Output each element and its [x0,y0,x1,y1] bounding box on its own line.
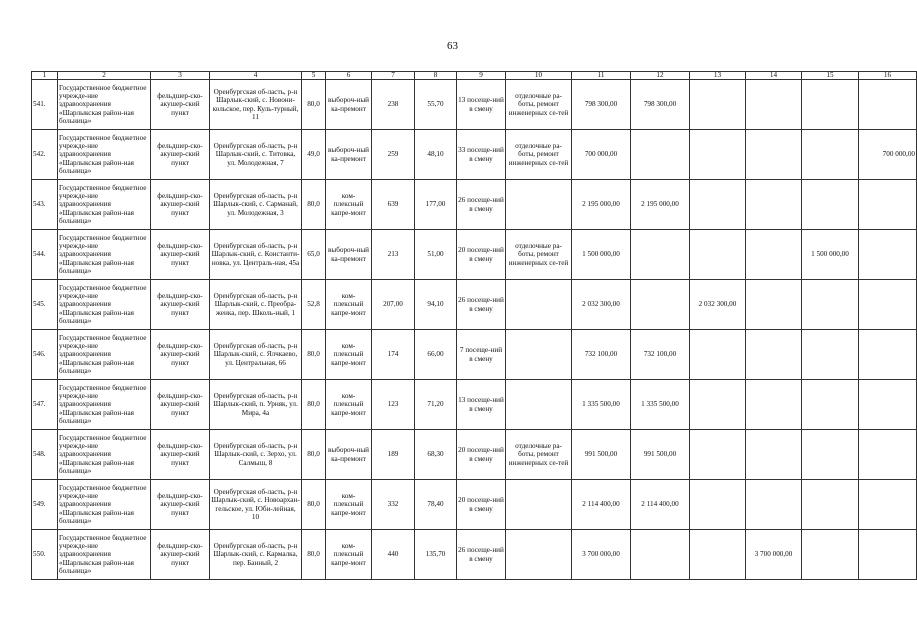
table-row [32,80,917,130]
column-header: 6 [326,72,372,80]
table-row [32,430,917,480]
column-11-cell: 700 000,00 [572,130,631,180]
column-7-cell: 123 [372,380,415,430]
capacity-cell: 13 посеще-ний в смену [457,380,506,430]
column-15-cell [802,480,859,530]
work-type-cell: отделочные ра-боты, ремонт инженерных се-тей [506,130,572,180]
row-number-cell: 543. [32,180,58,230]
row-number-cell: 549. [32,480,58,530]
column-7-cell: 213 [372,230,415,280]
column-7-cell: 189 [372,430,415,480]
column-15-cell: 1 500 000,00 [802,230,859,280]
capacity-cell: 13 посеще-ний в смену [457,80,506,130]
column-header: 2 [58,72,151,80]
column-8-cell: 48,10 [415,130,457,180]
table-body [32,72,917,580]
column-13-cell [690,480,746,530]
row-number-cell: 545. [32,280,58,330]
column-14-cell [746,230,802,280]
facility-type-cell: фельдшер-ско-акушер-ский пункт [151,380,210,430]
repair-kind-cell: выбороч-ный ка-премонт [326,80,372,130]
column-8-cell: 68,30 [415,430,457,480]
repair-kind-cell: ком-плексный капре-монт [326,530,372,580]
column-12-cell: 2 114 400,00 [631,480,690,530]
column-12-cell: 2 195 000,00 [631,180,690,230]
organization-cell: Государственное бюджетное учрежде-ние здравоохранения «Шарлыкская район-ная больница» [58,280,151,330]
column-14-cell: 3 700 000,00 [746,530,802,580]
organization-cell: Государственное бюджетное учрежде-ние здравоохранения «Шарлыкская район-ная больница» [58,530,151,580]
column-15-cell [802,80,859,130]
column-16-cell [859,230,917,280]
column-11-cell: 3 700 000,00 [572,530,631,580]
column-header: 12 [631,72,690,80]
capacity-cell: 33 посеще-ний в смену [457,130,506,180]
column-16-cell [859,330,917,380]
column-14-cell [746,430,802,480]
column-11-cell: 991 500,00 [572,430,631,480]
page-number: 63 [447,40,458,52]
column-12-cell: 991 500,00 [631,430,690,480]
column-13-cell: 2 032 300,00 [690,280,746,330]
column-7-cell: 207,00 [372,280,415,330]
column-14-cell [746,280,802,330]
column-8-cell: 94,10 [415,280,457,330]
address-cell: Оренбургская об-ласть, р-н Шарлык-ский, с. Ялчкаево, ул. Центральная, 66 [210,330,302,380]
facility-type-cell: фельдшер-ско-акушер-ский пункт [151,130,210,180]
column-12-cell: 1 335 500,00 [631,380,690,430]
address-cell: Оренбургская об-ласть, р-н Шарлык-ский, с. Кармалка, пер. Банный, 2 [210,530,302,580]
work-type-cell [506,330,572,380]
column-16-cell [859,80,917,130]
capacity-cell: 7 посеще-ний в смену [457,330,506,380]
column-16-cell [859,280,917,330]
facility-type-cell: фельдшер-ско-акушер-ский пункт [151,530,210,580]
facility-type-cell: фельдшер-ско-акушер-ский пункт [151,180,210,230]
column-header: 10 [506,72,572,80]
repair-kind-cell: ком-плексный капре-монт [326,380,372,430]
table-row [32,180,917,230]
column-13-cell [690,230,746,280]
column-16-cell [859,380,917,430]
column-12-cell [631,230,690,280]
column-8-cell: 71,20 [415,380,457,430]
column-14-cell [746,330,802,380]
capacity-cell: 26 посеще-ний в смену [457,180,506,230]
facility-type-cell: фельдшер-ско-акушер-ский пункт [151,330,210,380]
column-15-cell [802,180,859,230]
organization-cell: Государственное бюджетное учрежде-ние здравоохранения «Шарлыкская район-ная больница» [58,480,151,530]
column-11-cell: 2 195 000,00 [572,180,631,230]
address-cell: Оренбургская об-ласть, р-н Шарлык-ский, с. Титовка, ул. Молодежная, 7 [210,130,302,180]
column-number-row [32,72,917,80]
work-type-cell [506,380,572,430]
address-cell: Оренбургская об-ласть, р-н Шарлык-ский, с. Константи-новка, ул. Централь-ная, 45а [210,230,302,280]
column-8-cell: 78,40 [415,480,457,530]
column-14-cell [746,480,802,530]
work-type-cell [506,180,572,230]
address-cell: Оренбургская об-ласть, р-н Шарлык-ский, с. Преобра-женка, пер. Школь-ный, 1 [210,280,302,330]
facility-type-cell: фельдшер-ско-акушер-ский пункт [151,480,210,530]
column-15-cell [802,380,859,430]
column-header: 4 [210,72,302,80]
column-7-cell: 238 [372,80,415,130]
row-number-cell: 542. [32,130,58,180]
row-number-cell: 550. [32,530,58,580]
address-cell: Оренбургская об-ласть, р-н Шарлык-ский, с. Зерхо, ул. Салмыш, 8 [210,430,302,480]
facility-type-cell: фельдшер-ско-акушер-ский пункт [151,280,210,330]
column-12-cell [631,280,690,330]
repair-kind-cell: ком-плексный капре-монт [326,330,372,380]
column-header: 9 [457,72,506,80]
repair-kind-cell: выбороч-ный ка-премонт [326,430,372,480]
capacity-cell: 20 посеще-ний в смену [457,230,506,280]
column-header: 5 [302,72,326,80]
area-cell: 80,0 [302,80,326,130]
column-8-cell: 55,70 [415,80,457,130]
registry-table [31,71,917,580]
organization-cell: Государственное бюджетное учрежде-ние здравоохранения «Шарлыкская район-ная больница» [58,80,151,130]
table-row [32,330,917,380]
column-12-cell [631,530,690,580]
column-15-cell [802,330,859,380]
organization-cell: Государственное бюджетное учрежде-ние здравоохранения «Шарлыкская район-ная больница» [58,380,151,430]
repair-kind-cell: ком-плексный капре-монт [326,180,372,230]
table-row [32,280,917,330]
organization-cell: Государственное бюджетное учрежде-ние здравоохранения «Шарлыкская район-ная больница» [58,130,151,180]
column-12-cell: 798 300,00 [631,80,690,130]
column-header: 7 [372,72,415,80]
column-header: 3 [151,72,210,80]
row-number-cell: 548. [32,430,58,480]
table-row [32,230,917,280]
organization-cell: Государственное бюджетное учрежде-ние здравоохранения «Шарлыкская район-ная больница» [58,330,151,380]
column-header: 13 [690,72,746,80]
column-16-cell: 700 000,00 [859,130,917,180]
row-number-cell: 546. [32,330,58,380]
repair-kind-cell: ком-плексный капре-монт [326,480,372,530]
area-cell: 52,8 [302,280,326,330]
row-number-cell: 544. [32,230,58,280]
column-header: 8 [415,72,457,80]
repair-kind-cell: выбороч-ный ка-премонт [326,230,372,280]
column-11-cell: 1 500 000,00 [572,230,631,280]
column-7-cell: 259 [372,130,415,180]
area-cell: 80,0 [302,330,326,380]
column-11-cell: 732 100,00 [572,330,631,380]
column-14-cell [746,180,802,230]
column-15-cell [802,280,859,330]
area-cell: 49,0 [302,130,326,180]
column-15-cell [802,130,859,180]
column-header: 11 [572,72,631,80]
column-13-cell [690,530,746,580]
column-8-cell: 51,00 [415,230,457,280]
area-cell: 80,0 [302,380,326,430]
area-cell: 80,0 [302,480,326,530]
column-13-cell [690,180,746,230]
area-cell: 80,0 [302,180,326,230]
column-11-cell: 2 032 300,00 [572,280,631,330]
work-type-cell: отделочные ра-боты, ремонт инженерных се-тей [506,80,572,130]
row-number-cell: 547. [32,380,58,430]
column-7-cell: 332 [372,480,415,530]
area-cell: 80,0 [302,530,326,580]
address-cell: Оренбургская об-ласть, р-н Шарлык-ский, с. Новоархан-гельское, ул. Юби-лейная, 10 [210,480,302,530]
table-row [32,130,917,180]
column-15-cell [802,530,859,580]
column-8-cell: 177,00 [415,180,457,230]
capacity-cell: 20 посеще-ний в смену [457,430,506,480]
organization-cell: Государственное бюджетное учрежде-ние здравоохранения «Шарлыкская район-ная больница» [58,180,151,230]
column-16-cell [859,530,917,580]
facility-type-cell: фельдшер-ско-акушер-ский пункт [151,230,210,280]
work-type-cell [506,480,572,530]
column-11-cell: 798 300,00 [572,80,631,130]
column-7-cell: 440 [372,530,415,580]
column-header: 14 [746,72,802,80]
repair-kind-cell: ком-плексный капре-монт [326,280,372,330]
capacity-cell: 26 посеще-ний в смену [457,280,506,330]
column-13-cell [690,380,746,430]
work-type-cell: отделочные ра-боты, ремонт инженерных се-тей [506,430,572,480]
area-cell: 65,0 [302,230,326,280]
facility-type-cell: фельдшер-ско-акушер-ский пункт [151,430,210,480]
column-12-cell [631,130,690,180]
column-12-cell: 732 100,00 [631,330,690,380]
column-header: 15 [802,72,859,80]
column-7-cell: 639 [372,180,415,230]
column-16-cell [859,480,917,530]
column-14-cell [746,380,802,430]
repair-kind-cell: выбороч-ный ка-премонт [326,130,372,180]
work-type-cell [506,530,572,580]
column-14-cell [746,80,802,130]
column-7-cell: 174 [372,330,415,380]
organization-cell: Государственное бюджетное учрежде-ние здравоохранения «Шарлыкская район-ная больница» [58,230,151,280]
work-type-cell: отделочные ра-боты, ремонт инженерных се-тей [506,230,572,280]
column-8-cell: 66,00 [415,330,457,380]
address-cell: Оренбургская об-ласть, р-н Шарлык-ский, с. Новони-кольское, пер. Куль-турный, 11 [210,80,302,130]
column-16-cell [859,430,917,480]
area-cell: 80,0 [302,430,326,480]
column-11-cell: 1 335 500,00 [572,380,631,430]
facility-type-cell: фельдшер-ско-акушер-ский пункт [151,80,210,130]
table-row [32,530,917,580]
column-16-cell [859,180,917,230]
table-row [32,480,917,530]
column-13-cell [690,130,746,180]
table-row [32,380,917,430]
column-13-cell [690,330,746,380]
address-cell: Оренбургская об-ласть, р-н Шарлык-ский, п. Урняк, ул. Мира, 4а [210,380,302,430]
organization-cell: Государственное бюджетное учрежде-ние здравоохранения «Шарлыкская район-ная больница» [58,430,151,480]
column-13-cell [690,80,746,130]
column-header: 16 [859,72,917,80]
column-13-cell [690,430,746,480]
column-header: 1 [32,72,58,80]
column-15-cell [802,430,859,480]
column-11-cell: 2 114 400,00 [572,480,631,530]
row-number-cell: 541. [32,80,58,130]
work-type-cell [506,280,572,330]
capacity-cell: 26 посеще-ний в смену [457,530,506,580]
column-8-cell: 135,70 [415,530,457,580]
address-cell: Оренбургская об-ласть, р-н Шарлык-ский, с. Сарманай, ул. Молодежная, 3 [210,180,302,230]
capacity-cell: 20 посеще-ний в смену [457,480,506,530]
column-14-cell [746,130,802,180]
